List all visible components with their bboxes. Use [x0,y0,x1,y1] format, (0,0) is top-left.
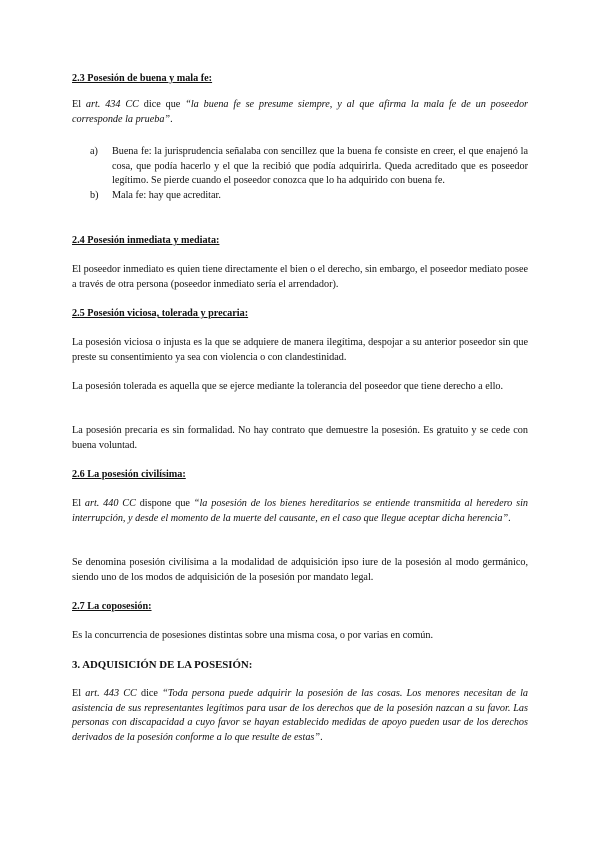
heading-2-6: 2.6 La posesión civilísima: [72,469,186,480]
paragraph-art-443: El art. 443 CC dice “Toda persona puede adquirir la posesión de las cosas. Los menores necesitan de la asistencia de sus representantes legítimos para usar de los derechos que de la posesión nazcan a su favor. Las personas con discapacidad a cuyo favor se hayan establecido medidas de apoyo pueden usar de los derechos derivados de la posesión conforme a lo que resulte de estas”. [72,688,529,743]
list-item: a) Buena fe: la jurisprudencia señalaba con sencillez que la buena fe consiste en creer, el que enajenó la cosa, que podía hacerlo y el que la recibió que podía adquirirla. Queda acreditado que es poseedor legítimo. Se pierde cuando el poseedor conozca que lo ha adquirido con buena fe. [90,146,528,187]
good-bad-faith-list [90,145,528,203]
heading-2-3: 2.3 Posesión de buena y mala fe: [72,73,213,84]
paragraph-civilisima: Se denomina posesión civilísima a la modalidad de adquisición ipso iure de la posesión al modo germánico, siendo uno de los modos de adquisición de la posesión por mandato legal. [72,557,528,583]
article-reference: art. 440 CC [84,498,136,509]
article-reference: art. 434 CC [85,99,139,110]
legal-quote: “la posesión de los bienes hereditarios se entiende transmitida al heredero sin interrupción, y desde el momento de la muerte del causante, en el caso que llegue aceptar dicha herencia” [72,498,528,524]
paragraph-art-434: El art. 434 CC dice que “la buena fe se presume siempre, y al que afirma la mala fe de un poseedor corresponde la prueba”. [72,99,529,125]
paragraph-tolerated-possession: La posesión tolerada es aquella que se ejerce mediante la tolerancia del poseedor que tiene derecho a ello. [72,381,504,392]
paragraph-precarious-possession: La posesión precaria es sin formalidad. No hay contrato que demuestre la posesión. Es gratuito y se cede con buena voluntad. [72,425,528,451]
article-reference: art. 443 CC [85,688,137,699]
heading-2-4: 2.4 Posesión inmediata y mediata: [72,235,220,246]
paragraph-coposesion: Es la concurrencia de posesiones distintas sobre una misma cosa, o por varias en común. [72,630,433,641]
paragraph-immediate-possession: El poseedor inmediato es quien tiene directamente el bien o el derecho, sin embargo, el poseedor mediato posee a través de otra persona (poseedor inmediato sería el arrendador). [72,264,528,290]
paragraph-vicious-possession: La posesión viciosa o injusta es la que se adquiere de manera ilegítima, despojar a su anterior poseedor sin que preste su consentimiento ya sea con violencia o con clandestinidad. [72,337,528,363]
paragraph-art-440: El art. 440 CC dispone que “la posesión de los bienes hereditarios se entiende transmitida al heredero sin interrupción, y desde el momento de la muerte del causante, en el caso que llegue aceptar dicha herencia”. [72,498,528,524]
legal-quote: “Toda persona puede adquirir la posesión de las cosas. Los menores necesitan de la asistencia de sus representantes legítimos para usar de los derechos que de la posesión nazcan a su favor. Las personas con discapacidad a cuyo favor se hayan establecido medidas de apoyo pueden usar de los derechos derivados de la posesión conforme a lo que resulte de estas” [72,688,529,743]
list-marker: a) [90,146,98,157]
heading-section-3: 3. ADQUISICIÓN DE LA POSESIÓN: [72,659,253,671]
heading-2-7: 2.7 La coposesión: [72,601,152,612]
list-item: b) Mala fe: hay que acreditar. [90,189,528,204]
legal-quote: “la buena fe se presume siempre, y al que afirma la mala fe de un poseedor corresponde la prueba” [72,99,529,125]
list-marker: b) [90,189,99,201]
heading-2-5: 2.5 Posesión viciosa, tolerada y precaria: [72,308,249,319]
